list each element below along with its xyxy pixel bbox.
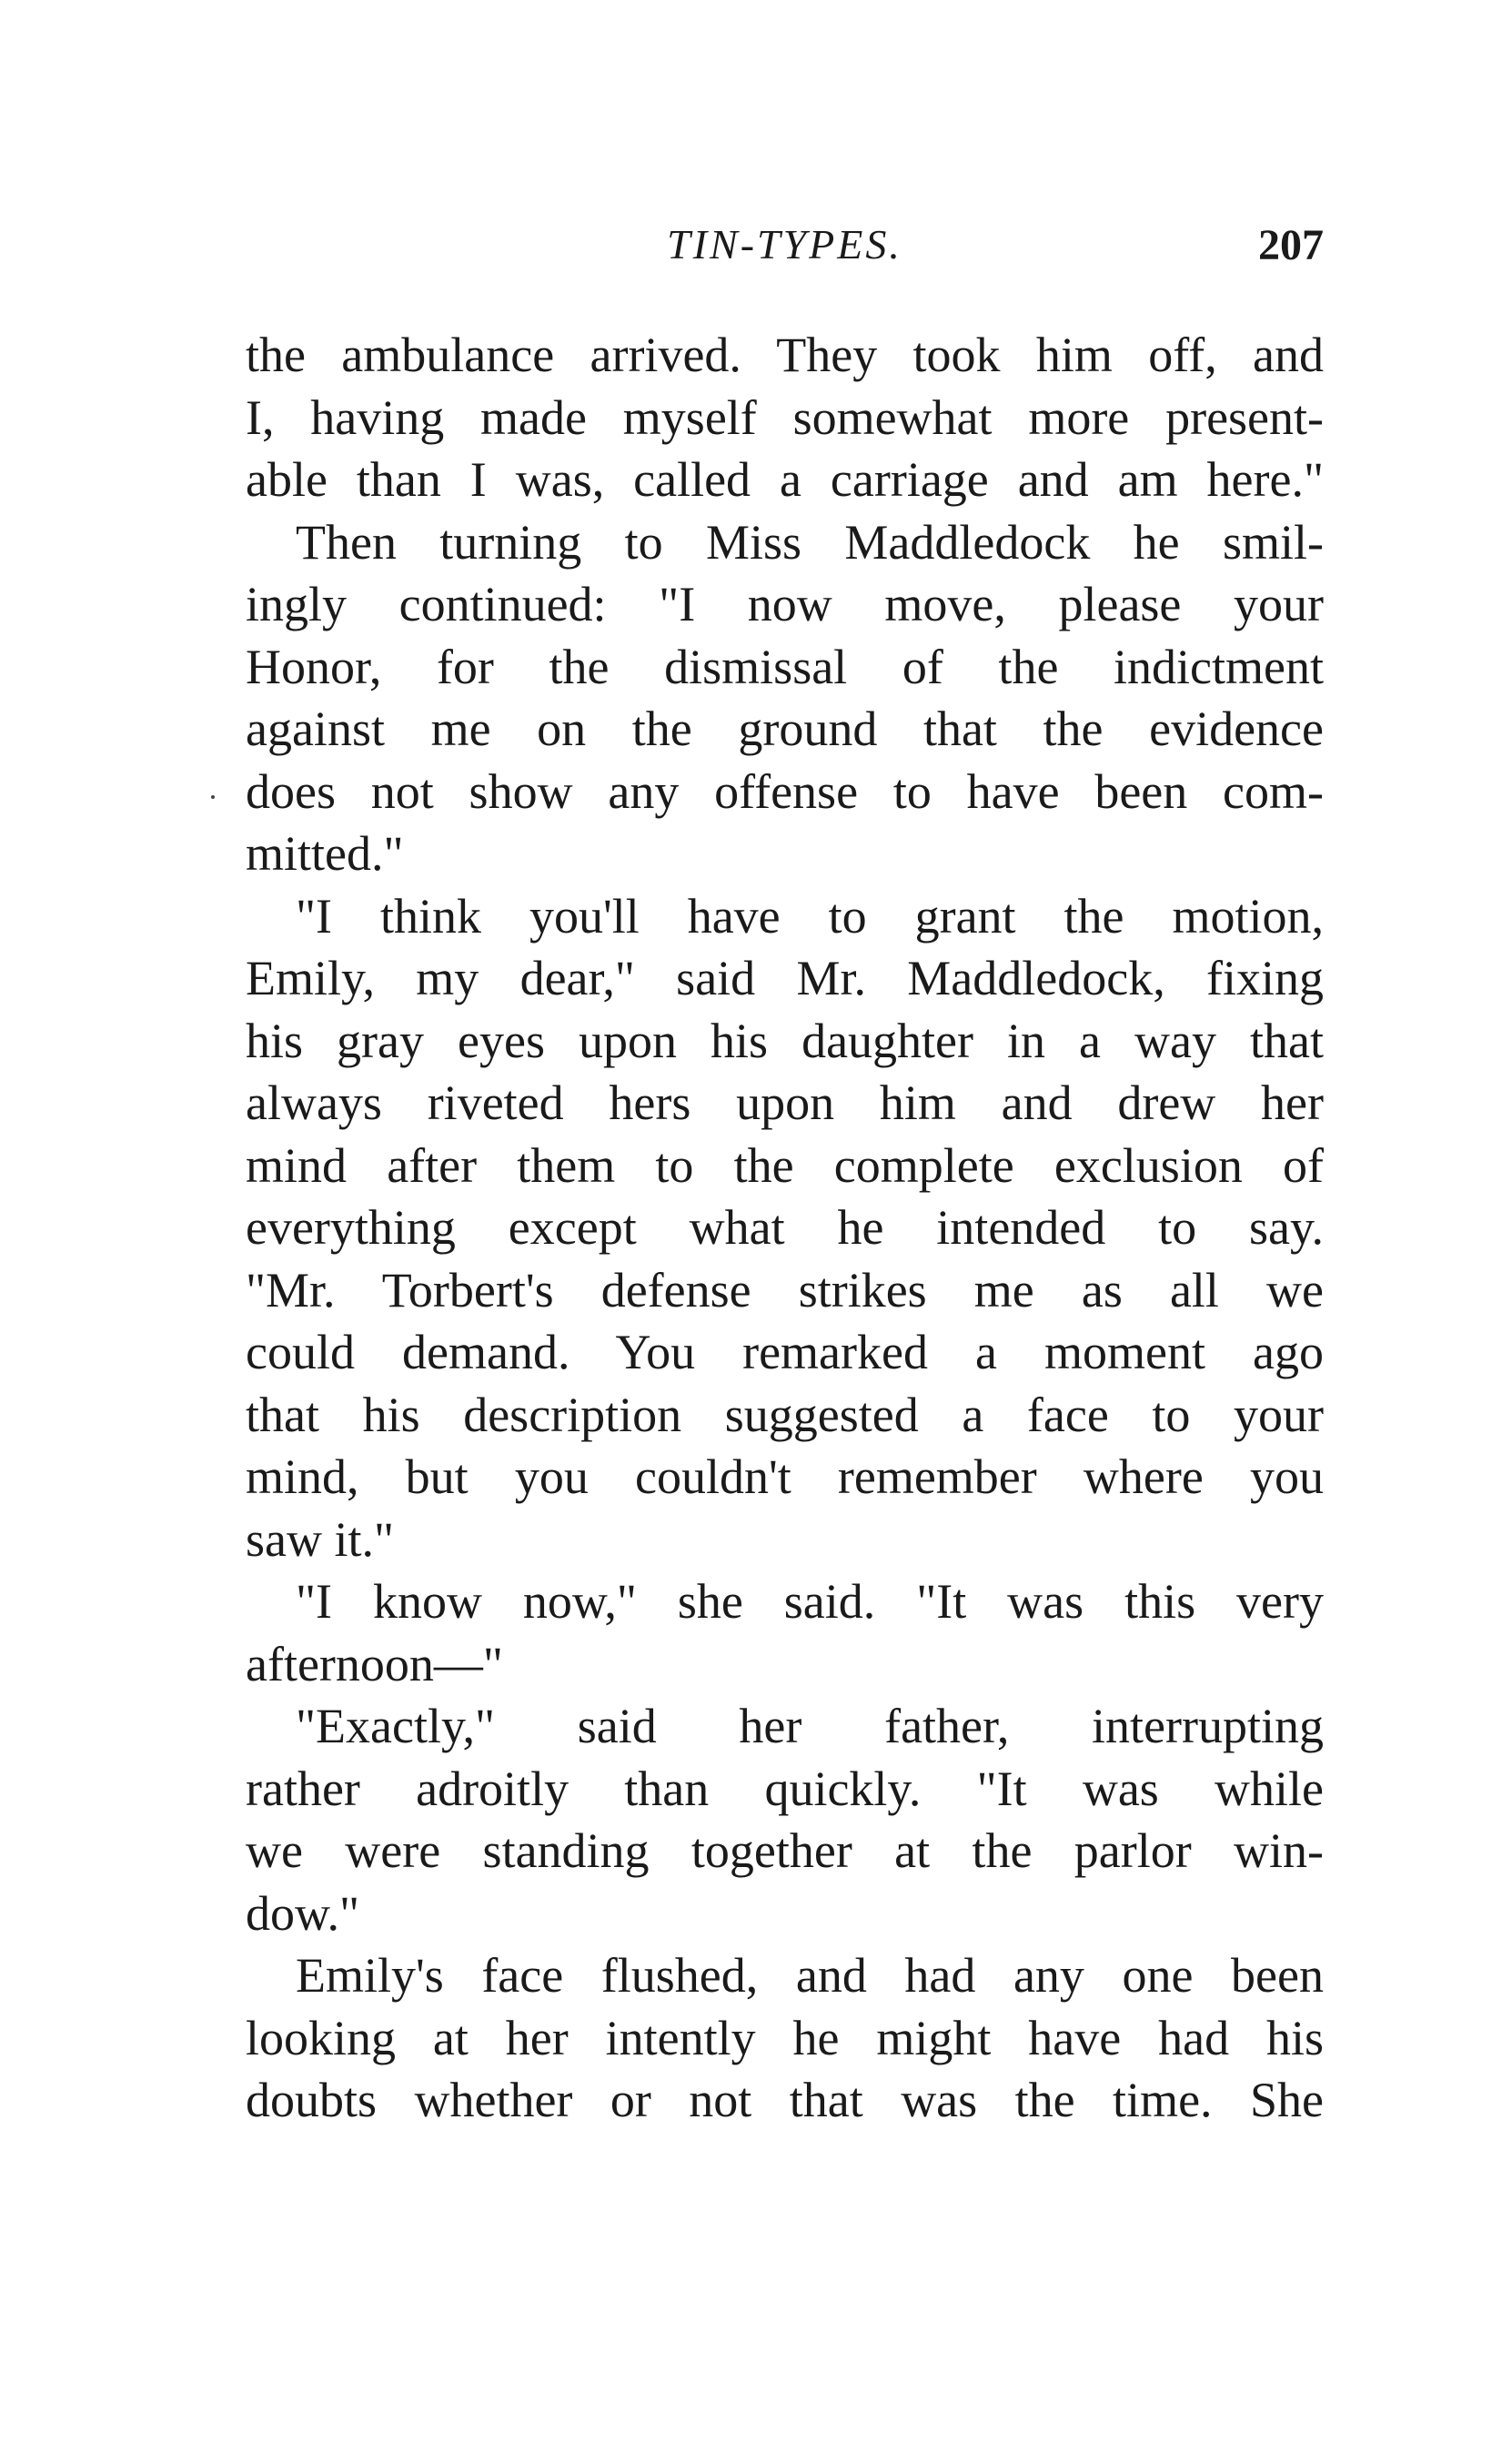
- text-line: mind after them to the complete exclusion of: [246, 1137, 1324, 1193]
- text-line: I, having made myself somewhat more present-: [246, 389, 1324, 445]
- text-line: everything except what he intended to say.: [246, 1200, 1324, 1255]
- text-line: that his description suggested a face to your: [246, 1387, 1324, 1442]
- text-line: mind, but you couldn't remember where you: [246, 1449, 1324, 1504]
- page-header: [246, 220, 1324, 275]
- running-title: TIN-TYPES.: [667, 221, 902, 268]
- body-text: [246, 324, 1324, 2132]
- text-line: Honor, for the dismissal of the indictment: [246, 639, 1324, 694]
- text-line: we were standing together at the parlor win-: [246, 1823, 1324, 1878]
- paragraph-end-line: dow.": [246, 1885, 360, 1941]
- paragraph-start-line: "Exactly," said her father, interrupting: [296, 1699, 1324, 1753]
- paragraph-start-line: "I know now," she said. "It was this very: [296, 1574, 1324, 1629]
- paragraph-end-line: mitted.": [246, 826, 404, 881]
- text-line: "Mr. Torbert's defense strikes me as all we: [246, 1262, 1324, 1317]
- text-line: able than I was, called a carriage and am here.": [246, 452, 1324, 507]
- margin-mark: [211, 795, 215, 799]
- page-number: 207: [1258, 221, 1324, 269]
- text-line: rather adroitly than quickly. "It was while: [246, 1761, 1324, 1816]
- text-line: against me on the ground that the evidence: [246, 702, 1324, 756]
- paragraph-start-line: Emily's face flushed, and had any one been: [296, 1948, 1324, 2003]
- text-line: could demand. You remarked a moment ago: [246, 1325, 1324, 1379]
- text-line: always riveted hers upon him and drew her: [246, 1075, 1324, 1130]
- text-line: looking at her intently he might have had his: [246, 2010, 1324, 2065]
- text-line: does not show any offense to have been com-: [246, 763, 1324, 819]
- text-line: Emily, my dear," said Mr. Maddledock, fixing: [246, 951, 1324, 1005]
- paragraph-start-line: Then turning to Miss Maddledock he smil-: [296, 514, 1324, 570]
- text-line: ingly continued: "I now move, please your: [246, 577, 1324, 631]
- text-line: his gray eyes upon his daughter in a way that: [246, 1013, 1324, 1068]
- paragraph-end-line: saw it.": [246, 1511, 395, 1567]
- paragraph-end-line: afternoon—": [246, 1636, 503, 1691]
- text-line: the ambulance arrived. They took him off, and: [246, 328, 1324, 382]
- text-line: doubts whether or not that was the time. She: [246, 2073, 1324, 2127]
- paragraph-start-line: "I think you'll have to grant the motion,: [296, 888, 1324, 944]
